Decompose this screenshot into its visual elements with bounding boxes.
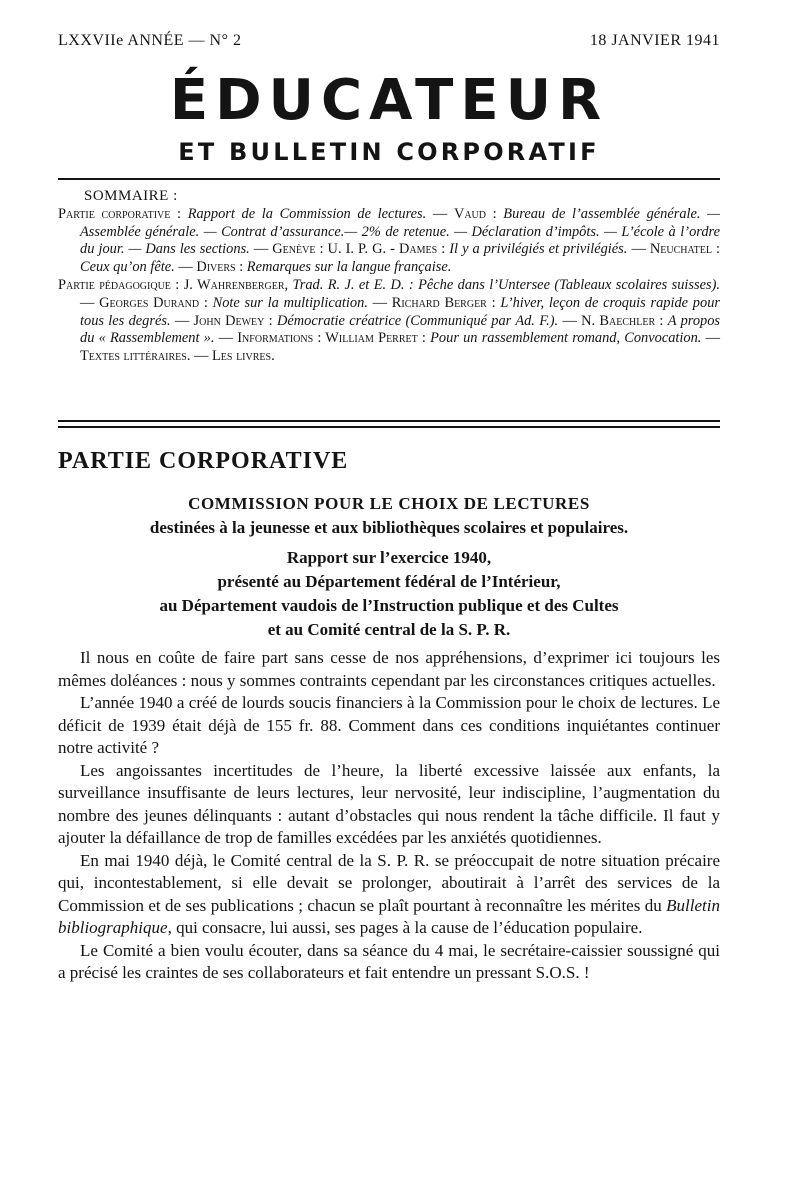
- article-headings: [58, 492, 720, 642]
- small-caps-text-run: Partie corporative :: [58, 205, 188, 222]
- italic-text-run: Il y a privilégiés et privilégiés.: [449, 241, 628, 258]
- article-heading: COMMISSION POUR LE CHOIX DE LECTURES: [188, 494, 590, 513]
- small-caps-text-run: Richard Berger :: [391, 294, 501, 311]
- text-run: —: [249, 241, 273, 258]
- report-line: et au Comité central de la S. P. R.: [267, 620, 511, 639]
- italic-text-run: Ceux qu’on fête.: [80, 259, 175, 276]
- small-caps-text-run: Neuchatel :: [649, 241, 720, 258]
- text-run: —: [190, 348, 213, 365]
- toc-title: SOMMAIRE :: [84, 188, 178, 204]
- body-paragraph: [58, 692, 720, 760]
- journal-title: ÉDUCATEUR: [169, 68, 609, 133]
- text-run: Il nous en coûte de faire part sans cesse de nos appréhensions, d’exprimer ici toujours les mêmes doléances : nous y sommes contraints cependant par les circonstances critiques actuelles.: [58, 648, 720, 690]
- text-run: Le Comité a bien voulu écouter, dans sa séance du 4 mai, le secrétaire-caissier soussigné qui a précisé les craintes de ses collaborateurs et fait entendre un pressant S.O.S. !: [58, 940, 720, 982]
- italic-text-run: L’hiver, leçon de croquis rapide pour tous les degrés.: [80, 294, 720, 329]
- small-caps-text-run: Divers :: [196, 259, 247, 276]
- text-run: L’année 1940 a créé de lourds soucis financiers à la Commission pour le choix de lectures. Le déficit de 1939 était déjà de 155 fr. 88. Comment dans ces conditions inquiétantes continuer notre activité ?: [58, 693, 720, 757]
- italic-text-run: Rapport de la Commission de lectures.: [187, 205, 427, 222]
- italic-text-run: Remarques sur la langue française.: [246, 259, 452, 276]
- running-header: [58, 32, 720, 50]
- italic-text-run: Trad. R. J. et E. D. : Pêche dans l’Untersee (Tableaux scolaires suisses).: [292, 276, 720, 293]
- body-paragraph: [58, 850, 720, 940]
- table-of-contents: [58, 188, 720, 366]
- small-caps-text-run: John Dewey :: [193, 312, 277, 329]
- masthead: [58, 68, 720, 166]
- italic-text-run: Démocratie créatrice (Communiqué par Ad. F.).: [276, 312, 559, 329]
- italic-text-run: Bulletin bibliographique: [58, 895, 720, 937]
- body-paragraph: [58, 760, 720, 850]
- masthead-rule: [58, 178, 720, 180]
- italic-text-run: Bureau de l’assemblée générale. — Assemblée générale. — Contrat d’assurance.— 2% de retenue. — Déclaration d’impôts. — L’école à l’ordre du jour. — Dans les sections.: [80, 205, 720, 258]
- text-run: Les angoissantes incertitudes de l’heure, la liberté excessive laissée aux enfants, la surveillance insuffisante de leurs lectures, leur nervosité, leur indiscipline, l’augmentation du nombre des jeunes délinquants : autant d’obstacles qui nous rendent la tâche difficile. Il faut y ajouter la défaillance de trop de familles excédées par les anxiétés quotidiennes.: [58, 760, 720, 847]
- italic-text-run: A propos du « Rassemblement ».: [80, 312, 721, 347]
- text-run: —: [170, 312, 194, 329]
- small-caps-text-run: Textes littéraires.: [80, 348, 191, 365]
- article-subheading: destinées à la jeunesse et aux bibliothèques scolaires et populaires.: [149, 518, 629, 537]
- report-line: Rapport sur l’exercice 1940,: [286, 548, 492, 567]
- italic-text-run: Note sur la multiplication.: [212, 294, 368, 311]
- report-line: au Département vaudois de l’Instruction publique et des Cultes: [159, 596, 619, 615]
- article-body: [58, 647, 720, 985]
- text-run: —: [627, 241, 650, 258]
- issue-number: LXXVIIe ANNÉE — N° 2: [58, 32, 242, 49]
- text-run: —: [558, 312, 582, 329]
- issue-date: 18 JANVIER 1941: [589, 32, 720, 49]
- report-line: présenté au Département fédéral de l’Intérieur,: [217, 572, 561, 591]
- text-run: —: [426, 205, 454, 222]
- text-run: —: [214, 330, 238, 347]
- text-run: —: [174, 259, 197, 276]
- toc-double-rule: [58, 420, 720, 428]
- small-caps-text-run: Partie pédagogique : J. Wahrenberger,: [58, 276, 293, 293]
- toc-partie-pedagogique: [58, 277, 720, 366]
- section-title: PARTIE CORPORATIVE: [58, 448, 349, 474]
- body-paragraph: [58, 940, 720, 985]
- text-run: —: [701, 330, 720, 347]
- report-title: [58, 546, 720, 642]
- small-caps-text-run: Genève : U. I. P. G. - Dames :: [272, 241, 450, 258]
- small-caps-text-run: N. Baechler :: [581, 312, 668, 329]
- small-caps-text-run: Les livres.: [212, 348, 275, 365]
- body-paragraph: [58, 647, 720, 692]
- text-run: , qui consacre, lui aussi, ses pages à la cause de l’éducation populaire.: [167, 918, 643, 937]
- toc-partie-corporative: [58, 206, 720, 277]
- italic-text-run: Pour un rassemblement romand, Convocation.: [430, 330, 702, 347]
- text-run: —: [367, 294, 392, 311]
- small-caps-text-run: Vaud :: [453, 205, 504, 222]
- small-caps-text-run: Informations : William Perret :: [237, 330, 431, 347]
- text-run: —: [80, 294, 100, 311]
- journal-subtitle: ET BULLETIN CORPORATIF: [178, 138, 600, 166]
- text-run: En mai 1940 déjà, le Comité central de la S. P. R. se préoccupait de notre situation précaire qui, incontestablement, si elle devait se prolonger, aboutirait à l’arrêt des services de la Commission et de ses publications ; chacun se plaît pourtant à reconnaître les mérites du: [58, 850, 720, 915]
- small-caps-text-run: Georges Durand :: [99, 294, 213, 311]
